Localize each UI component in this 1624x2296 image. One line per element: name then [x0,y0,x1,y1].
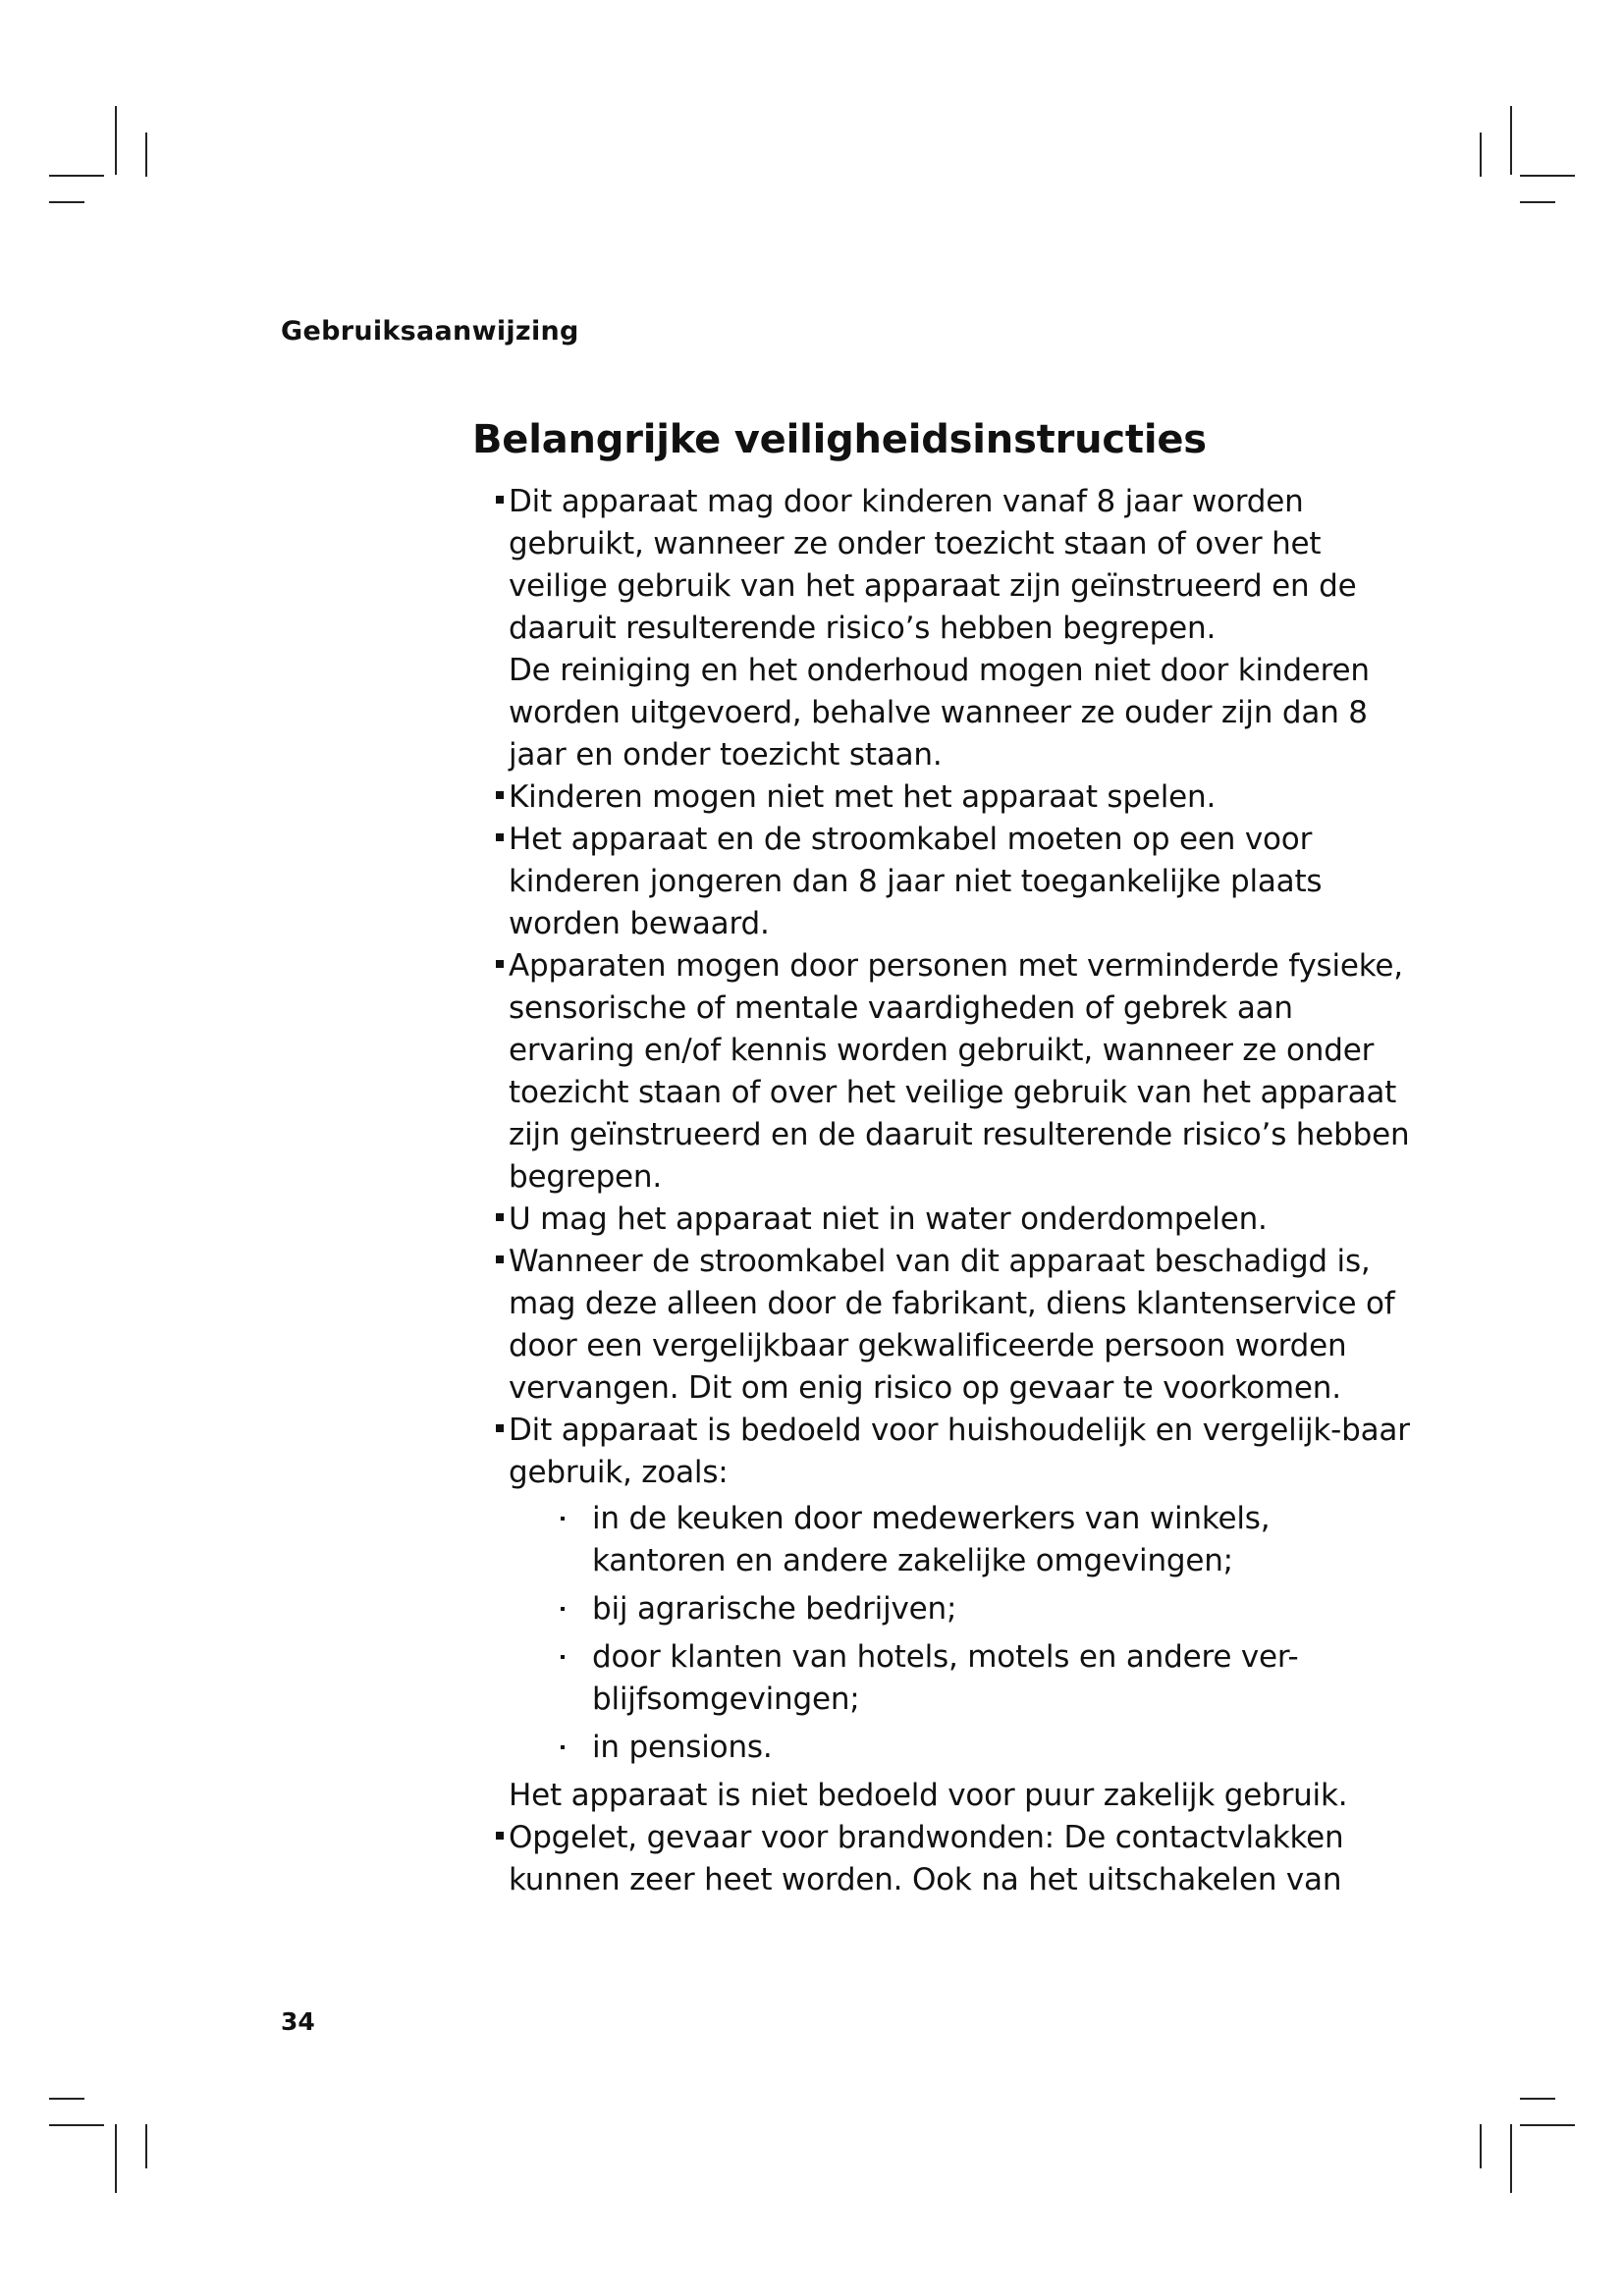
instruction-item [499,1199,1412,1241]
instruction-text: Dit apparaat mag door kinderen vanaf 8 jaar worden gebruikt, wanneer ze onder toezicht staan of over het veilige gebruik van het apparaat zijn geïnstrueerd en de daaruit resulterende risico’s hebben begrepen. [509,484,1357,646]
instruction-text: Dit apparaat is bedoeld voor huishoudelijk en vergelijk-baar gebruik, zoals: [509,1413,1410,1490]
usage-note: Het apparaat is niet bedoeld voor puur zakelijk gebruik. [509,1778,1348,1813]
instruction-item [499,945,1412,1199]
instruction-text: Apparaten mogen door personen met verminderde fysieke, sensorische of mentale vaardigheden of gebrek aan ervaring en/of kennis worden gebruikt, wanneer ze onder toezicht staan of over het veilige gebruik van het apparaat zijn geïnstrueerd en de daaruit resulterende risico’s hebben begrepen. [509,948,1410,1195]
crop-mark [115,106,117,175]
crop-mark [49,175,104,177]
crop-mark [1480,2124,1482,2168]
sublist-item: in de keuken door medewerkers van winkels, kantoren en andere zakelijke omgevingen; [555,1498,1412,1582]
instruction-item [499,481,1412,776]
crop-mark [1480,133,1482,177]
crop-mark [1510,106,1512,175]
page-title: Belangrijke veiligheidsinstructies [472,417,1207,462]
crop-mark [115,2124,117,2193]
sublist-item: door klanten van hotels, motels en andere ver-blijfsomgevingen; [555,1636,1412,1721]
crop-mark [1520,2124,1575,2126]
instruction-item [499,1410,1412,1817]
instruction-item [499,1817,1412,1901]
sublist-item: bij agrarische bedrijven; [555,1588,1412,1630]
instruction-text: Het apparaat en de stroomkabel moeten op een voor kinderen jongeren dan 8 jaar niet toegankelijke plaats worden bewaard. [509,822,1323,941]
crop-mark [1520,201,1555,203]
crop-mark [145,133,147,177]
usage-sublist [509,1498,1412,1769]
sublist-item: in pensions. [555,1727,1412,1769]
instruction-item [499,819,1412,945]
instruction-text: De reiniging en het onderhoud mogen niet door kinderen worden uitgevoerd, behalve wanneer ze ouder zijn dan 8 jaar en onder toezicht staan. [509,653,1370,773]
page-number: 34 [281,2007,315,2036]
instruction-text: U mag het apparaat niet in water onderdompelen. [509,1201,1268,1237]
crop-mark [49,2124,104,2126]
instruction-text: Kinderen mogen niet met het apparaat spelen. [509,779,1217,815]
safety-instructions-list [499,481,1412,1901]
instruction-text: Wanneer de stroomkabel van dit apparaat beschadigd is, mag deze alleen door de fabrikant, diens klantenservice of door een vergelijkbaar gekwalificeerde persoon worden vervangen. Dit om enig risico op gevaar te voorkomen. [509,1244,1395,1406]
crop-mark [1520,2098,1555,2100]
instruction-item [499,1241,1412,1410]
crop-mark [49,2098,84,2100]
instruction-item [499,776,1412,819]
crop-mark [1510,2124,1512,2193]
crop-mark [145,2124,147,2168]
section-header: Gebruiksaanwijzing [281,316,579,347]
crop-mark [1520,175,1575,177]
instruction-text: Opgelet, gevaar voor brandwonden: De contactvlakken kunnen zeer heet worden. Ook na het uitschakelen van [509,1820,1344,1897]
crop-mark [49,201,84,203]
